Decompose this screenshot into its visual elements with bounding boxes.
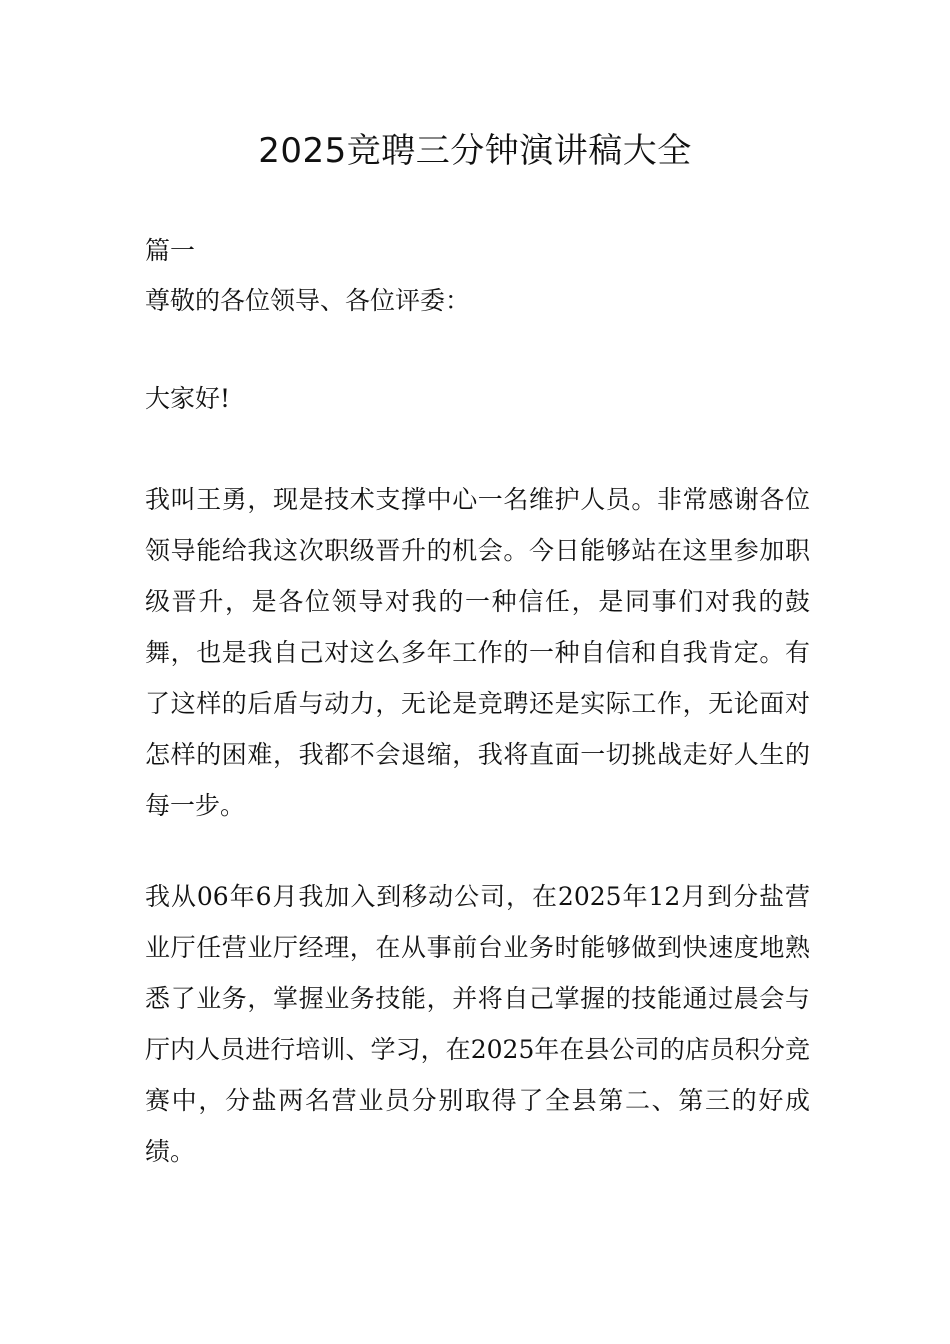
- paragraph-2: 我从06年6月我加入到移动公司，在2025年12月到分盐营业厅任营业厅经理，在从事前台业务时能够做到快速度地熟悉了业务，掌握业务技能，并将自己掌握的技能通过晨会与厅内人员进行培训、学习，在2025年在县公司的店员积分竞赛中，分盐两名营业员分别取得了全县第二、第三的好成绩。: [145, 882, 810, 1166]
- salutation: 尊敬的各位领导、各位评委：: [145, 286, 471, 315]
- greeting: 大家好!: [145, 384, 231, 413]
- document-title: 2025竞聘三分钟演讲稿大全: [258, 131, 692, 171]
- section-label: 篇一: [145, 236, 196, 265]
- paragraph-1: 我叫王勇，现是技术支撑中心一名维护人员。非常感谢各位领导能给我这次职级晋升的机会。今日能够站在这里参加职级晋升，是各位领导对我的一种信任，是同事们对我的鼓舞，也是我自己对这么多年工作的一种自信和自我肯定。有了这样的后盾与动力，无论是竞聘还是实际工作，无论面对怎样的困难，我都不会退缩，我将直面一切挑战走好人生的每一步。: [145, 485, 810, 820]
